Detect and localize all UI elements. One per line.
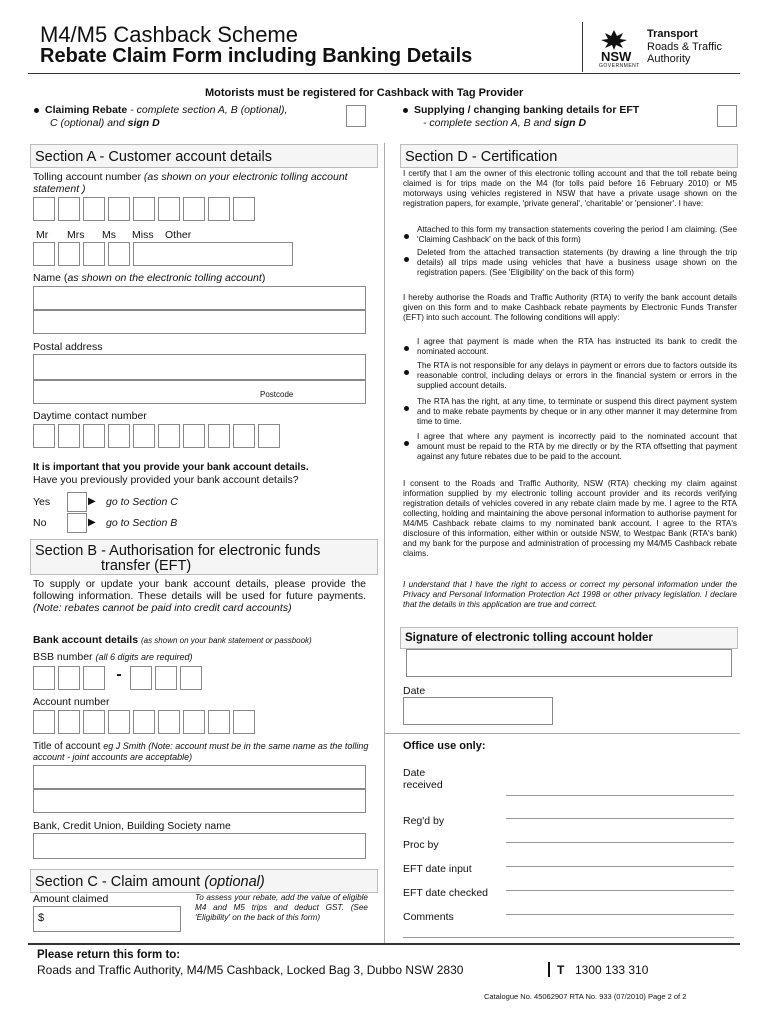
proc-label: Proc by	[403, 839, 439, 851]
signature-field[interactable]	[406, 649, 732, 677]
option2-desc: - complete section A, B and	[423, 117, 554, 129]
bankname-label: Bank, Credit Union, Building Society name	[33, 820, 231, 832]
certify-para: I certify that I am the owner of this electronic tolling account and that the toll rebate being claimed is for trips made on the M4 (for tolls paid before 16 February 2010) or M5 motorways using vehicles registered in NSW that have a private usage shown on the registration papers, for example, 'private general', 'charitable' or 'pensioner'. I have:	[403, 169, 737, 208]
phone-number: 1300 133 310	[575, 963, 649, 977]
bankname-field[interactable]	[33, 833, 366, 859]
option1-desc2: C (optional) and	[50, 117, 128, 129]
tolling-label	[33, 171, 368, 195]
regd-line[interactable]	[506, 818, 734, 819]
registration-notice: Motorists must be registered for Cashback with Tag Provider	[205, 87, 524, 99]
mr-option[interactable]: Mr	[36, 229, 49, 241]
office-rule	[384, 733, 740, 734]
column-divider	[384, 143, 385, 943]
cond-bullet-3: The RTA has the right, at any time, to terminate or suspend this direct payment system and to make rebate payments by cheque or in any other manner it may determine from time to time.	[417, 397, 737, 426]
name-field-1[interactable]	[33, 286, 366, 310]
date-received-line[interactable]	[506, 795, 734, 796]
privacy-para: I understand that I have the right to access or correct my personal information under the Privacy and Personal Information Protection Act 1998 or other privacy legislation. I declare that the details in this application are true and correct.	[403, 580, 737, 609]
name-text: Name (	[33, 272, 68, 284]
section-b-intro	[33, 578, 366, 614]
yes-checkbox[interactable]	[67, 492, 87, 512]
option-banking-checkbox[interactable]	[717, 105, 737, 127]
logo-line1: Transport	[647, 28, 698, 40]
phone-divider	[548, 962, 550, 977]
logo-line3: Authority	[647, 53, 691, 65]
section-d-header: Section D - Certification	[400, 144, 738, 168]
catalogue-number: Catalogue No. 45062907 RTA No. 933 (07/2010) Page 2 of 2	[484, 992, 687, 1001]
section-a-header: Section A - Customer account details	[30, 144, 378, 168]
form-subtitle: Rebate Claim Form including Banking Details	[40, 45, 473, 67]
postal-field-1[interactable]	[33, 354, 366, 380]
bullet-icon	[404, 364, 415, 382]
bsb-boxes[interactable]: -	[33, 666, 205, 690]
bank-details-label	[33, 634, 312, 646]
miss-option[interactable]: Miss	[132, 229, 154, 241]
other-option[interactable]: Other	[165, 229, 192, 241]
arrow-right-icon: ▶	[88, 517, 96, 528]
postal-label: Postal address	[33, 341, 103, 353]
bullet-icon	[404, 251, 415, 269]
section-c-title: Section C - Claim amount	[35, 874, 205, 890]
comments-line-1[interactable]	[506, 914, 734, 915]
postal-field-2[interactable]	[33, 380, 366, 404]
option-claiming-checkbox[interactable]	[346, 105, 366, 127]
option1-sign: sign D	[127, 117, 160, 129]
arrow-right-icon: ▶	[88, 496, 96, 507]
eft-checked-label: EFT date checked	[403, 887, 489, 899]
section-c-header	[30, 869, 378, 893]
daytime-boxes[interactable]	[33, 424, 283, 448]
assess-note: To assess your rebate, add the value of eligible M4 and M5 trips and deduct GST. (See 'Eligibility' on the back of this form)	[195, 893, 368, 922]
tolling-text: Tolling account number	[33, 171, 144, 183]
bullet-icon	[34, 108, 39, 113]
postcode-label: Postcode	[260, 390, 294, 399]
option2-label: Supplying / changing banking details for EFT	[414, 104, 640, 116]
date-label: Date	[403, 685, 426, 697]
comments-label: Comments	[403, 911, 454, 923]
tolling-note: (as shown on your electronic tolling account statement )	[33, 171, 348, 195]
cond-bullet-1: I agree that payment is made when the RTA has instructed its bank to credit the nominated account.	[417, 337, 737, 356]
date-received-label	[403, 767, 443, 791]
section-b-header	[30, 539, 378, 575]
date-field[interactable]	[403, 697, 553, 725]
regd-label: Reg'd by	[403, 815, 445, 827]
tolling-account-boxes[interactable]	[33, 197, 258, 221]
consent-para: I consent to the Roads and Traffic Authority, NSW (RTA) checking my claim against information supplied by my electronic tolling account provider and its records verifying registration details of vehicles covered in any rebate claim made by me. I agree to the RTA collecting, holding and maintaining the above personal information to authorise payment for M4/M5 Cashback rebate claims to my nominated bank account. I agree to the RTA's disclosure of this information, either within or outside NSW, to Westpac Bank (RTA's bank) and my bank for the purpose and administration of processing my M4/M5 Cashback rebate claims.	[403, 479, 737, 558]
title-account-text: Title of account	[33, 741, 101, 752]
ms-option[interactable]: Ms	[102, 229, 116, 241]
previously-text: Have you previously provided your bank account details?	[33, 474, 299, 486]
name-note: as shown on the electronic tolling account	[67, 272, 262, 284]
bank-details-note: (as shown on your bank statement or passbook)	[140, 636, 312, 645]
bullet-icon	[404, 400, 415, 418]
option-banking	[403, 104, 713, 130]
account-boxes[interactable]	[33, 710, 258, 734]
footer-rule	[28, 943, 740, 945]
mrs-option[interactable]: Mrs	[67, 229, 85, 241]
bsb-note: (all 6 digits are required)	[95, 652, 193, 662]
section-b-title2: transfer (EFT)	[101, 558, 192, 574]
eft-input-label: EFT date input	[403, 863, 472, 875]
government-mark: GOVERNMENT	[599, 63, 640, 69]
cert-bullet-1: Attached to this form my transaction statements covering the period I am claiming. (See 'Claiming Cashback' on the back of this form)	[417, 225, 737, 244]
section-b-note: (Note: rebates cannot be paid into credit card accounts)	[33, 602, 292, 614]
bank-details-text: Bank account details	[33, 634, 139, 646]
logo-line2: Roads & Traffic	[647, 41, 722, 53]
signature-header: Signature of electronic tolling account holder	[400, 627, 738, 649]
bullet-icon	[404, 435, 415, 453]
comments-line-2[interactable]	[403, 937, 734, 938]
authorise-para: I hereby authorise the Roads and Traffic Authority (RTA) to verify the bank account details given on this form and to make Cashback rebate payments by Electronic Funds Transfer (EFT) into such account. The following conditions will apply:	[403, 293, 737, 322]
section-c-optional: (optional)	[204, 874, 265, 890]
return-label: Please return this form to:	[37, 949, 181, 961]
cond-bullet-4: I agree that where any payment is incorrectly paid to the nominated account that amount must be repaid to the RTA by me directly or by the RTA offsetting that payment against any future rebates due to be paid to the account.	[417, 432, 737, 461]
received-text: received	[403, 779, 443, 791]
daytime-label: Daytime contact number	[33, 410, 147, 422]
title-account-label	[33, 741, 373, 763]
yes-goto: go to Section C	[106, 496, 178, 508]
cond-bullet-2: The RTA is not responsible for any delays in payment or errors due to factors outside its reasonable control, including delays or errors in the financial system or errors in the supplied account details.	[417, 361, 737, 390]
no-goto: go to Section B	[106, 517, 178, 529]
amount-field[interactable]: $	[33, 906, 181, 932]
title-account-note: eg J Smith (Note: account must be in the same name as the tolling account - joint accounts are acceptable)	[33, 741, 369, 762]
bullet-icon	[403, 108, 408, 113]
option2-sign: sign D	[553, 117, 587, 129]
phone-prefix: T	[557, 963, 565, 977]
cert-bullet-2: Deleted from the attached transaction statements (by drawing a line through the trip details) all trips made using vehicles that have a business usage shown on the registration papers. (See 'Eligibility' on the back of this form)	[417, 248, 737, 277]
option1-desc: - complete section A, B (optional),	[127, 104, 288, 116]
bsb-label	[33, 651, 193, 663]
bsb-text: BSB number	[33, 651, 93, 663]
account-label: Account number	[33, 696, 110, 708]
option-claiming	[34, 104, 334, 130]
bullet-icon	[404, 340, 415, 358]
section-b-intro-text: To supply or update your bank account details, please provide the following information. These details will be used for future payments.	[33, 578, 366, 602]
amount-label: Amount claimed	[33, 893, 109, 905]
no-checkbox[interactable]	[67, 513, 87, 533]
return-address: Roads and Traffic Authority, M4/M5 Cashback, Locked Bag 3, Dubbo NSW 2830	[37, 963, 464, 977]
eft-checked-line[interactable]	[506, 890, 734, 891]
name-label: Name (as shown on the electronic tolling account)	[33, 272, 266, 284]
waratah-icon	[599, 28, 629, 50]
name-field-2[interactable]	[33, 310, 366, 334]
form-title: M4/M5 Cashback Scheme	[40, 22, 298, 47]
bullet-icon	[404, 228, 415, 246]
no-label: No	[33, 517, 47, 529]
important-text: It is important that you provide your bank account details.	[33, 462, 309, 473]
proc-line[interactable]	[506, 842, 734, 843]
office-title: Office use only:	[403, 740, 486, 752]
date-received-text: Date	[403, 767, 426, 779]
rta-logo	[582, 22, 740, 72]
title-account-field-1[interactable]	[33, 765, 366, 789]
eft-input-line[interactable]	[506, 866, 734, 867]
title-boxes[interactable]	[33, 242, 296, 266]
nsw-mark: NSW	[601, 49, 632, 64]
section-b-title: Section B - Authorisation for electronic funds	[35, 543, 321, 559]
title-account-field-2[interactable]	[33, 789, 366, 813]
option1-label: Claiming Rebate	[45, 104, 128, 116]
yes-label: Yes	[33, 496, 51, 508]
